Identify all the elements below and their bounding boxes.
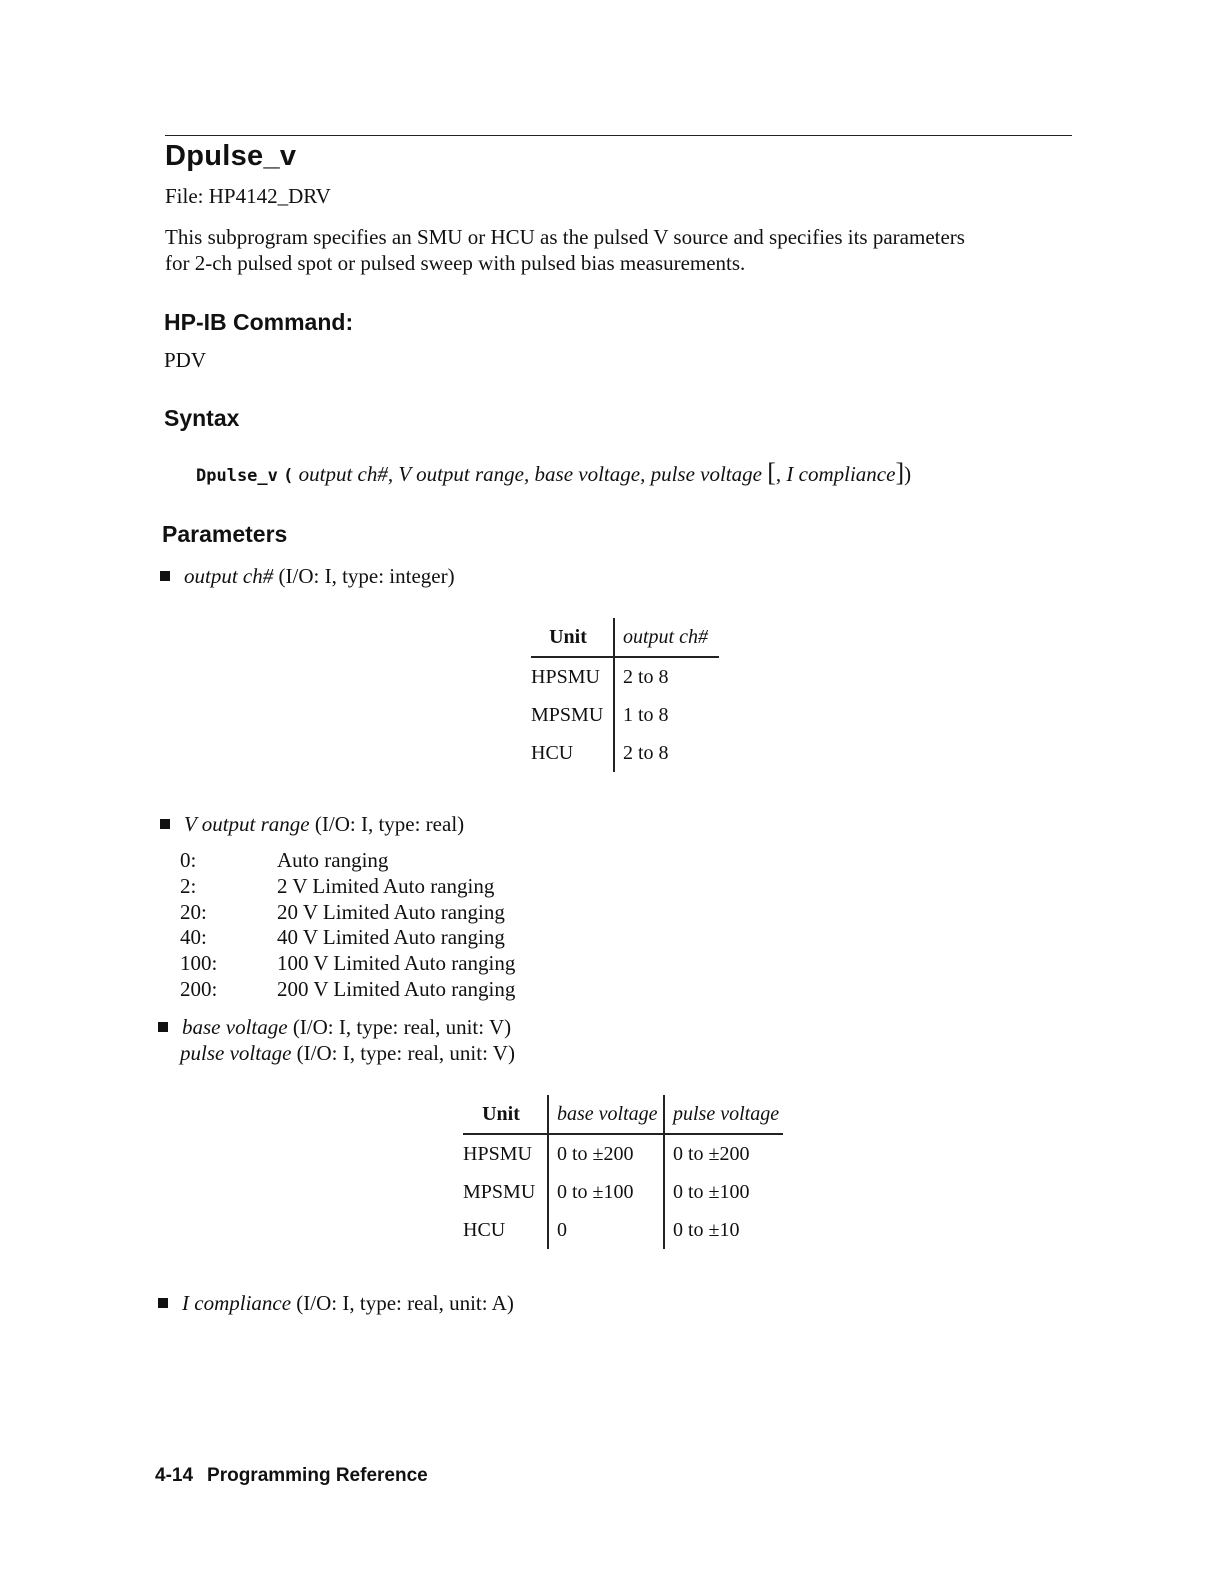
list-item: 100: 100 V Limited Auto ranging: [180, 951, 516, 976]
description: This subprogram specifies an SMU or HCU as the pulsed V source and specifies its parameters for 2-ch pulsed spot or pulsed sweep with pulsed bias measurements.: [165, 225, 965, 275]
param-name: pulse voltage: [180, 1041, 292, 1065]
syntax-arg-pulse-voltage: pulse voltage: [650, 462, 762, 486]
param-i-compliance: [158, 1290, 514, 1316]
table-row: [531, 657, 719, 696]
range-list: [180, 848, 515, 1003]
param-desc: (I/O: I, type: real, unit: V): [296, 1041, 515, 1065]
table-row: [531, 734, 719, 772]
table-cell: MPSMU: [463, 1180, 536, 1203]
file-line: File: HP4142_DRV: [165, 184, 331, 208]
table-cell: 1 to 8: [614, 696, 719, 734]
table-header: Unit: [531, 618, 614, 657]
param-base-voltage: [158, 1014, 511, 1040]
hpib-command: PDV: [164, 348, 207, 372]
table-row: [531, 696, 719, 734]
list-item: 20: 20 V Limited Auto ranging: [180, 899, 505, 924]
page-footer: [155, 1465, 428, 1487]
table-cell: HPSMU: [531, 665, 600, 688]
table-cell: 0 to ±100: [664, 1173, 783, 1211]
table-row: [463, 1173, 783, 1211]
section-name: Programming Reference: [207, 1465, 428, 1486]
syntax-optional-close: ]: [895, 458, 905, 487]
table-cell: 0 to ±100: [548, 1173, 664, 1211]
table-row: [463, 1134, 783, 1173]
param-name: V output range: [184, 812, 310, 836]
bullet-icon: [158, 1022, 168, 1032]
table-cell: 0 to ±10: [664, 1211, 783, 1249]
bullet-icon: [160, 571, 170, 581]
table-cell: 2 to 8: [614, 657, 719, 696]
bullet-icon: [158, 1298, 168, 1308]
table-header: Unit: [463, 1095, 548, 1134]
table-cell: 0 to ±200: [664, 1134, 783, 1173]
syntax-close-paren: ): [904, 462, 912, 486]
table-header: pulse voltage: [664, 1095, 783, 1134]
output-ch-table: [531, 618, 719, 772]
list-item: 2: 2 V Limited Auto ranging: [180, 873, 495, 898]
page-number: 4-14: [155, 1465, 194, 1486]
parameters-heading: Parameters: [162, 521, 288, 547]
param-name: I compliance: [182, 1291, 292, 1315]
param-v-output-range: [160, 811, 464, 837]
syntax-optional-comma: ,: [775, 462, 782, 486]
list-item: 200: 200 V Limited Auto ranging: [180, 976, 516, 1001]
syntax-func: Dpulse_v: [196, 466, 278, 486]
table-cell: 0 to ±200: [548, 1134, 664, 1173]
table-cell: HCU: [531, 741, 574, 764]
list-item: 0: Auto ranging: [180, 848, 389, 872]
page-title: Dpulse_v: [165, 140, 297, 172]
voltage-table: [463, 1095, 783, 1249]
table-cell: HCU: [463, 1218, 506, 1241]
syntax-arg-output-ch: output ch#,: [298, 462, 394, 486]
table-header: output ch#: [614, 618, 719, 657]
table-cell: HPSMU: [463, 1142, 532, 1165]
syntax-optional-open: [: [767, 458, 776, 487]
param-name: base voltage: [182, 1015, 288, 1039]
param-output-ch: [160, 563, 455, 589]
param-desc: (I/O: I, type: real): [314, 812, 465, 836]
table-cell: MPSMU: [531, 703, 604, 726]
table-row: [463, 1211, 783, 1249]
syntax-arg-v-output-range: V output range,: [398, 462, 530, 486]
table-cell: 2 to 8: [614, 734, 719, 772]
syntax-heading: Syntax: [164, 405, 240, 431]
syntax-arg-i-compliance: I compliance: [786, 462, 896, 486]
param-name: output ch#: [184, 564, 274, 588]
param-desc: (I/O: I, type: integer): [278, 564, 455, 588]
table-header: base voltage: [548, 1095, 664, 1134]
param-desc: (I/O: I, type: real, unit: A): [296, 1291, 514, 1315]
param-pulse-voltage: [180, 1040, 515, 1066]
hpib-heading: HP-IB Command:: [164, 309, 354, 335]
syntax-arg-base-voltage: base voltage,: [534, 462, 646, 486]
table-cell: 0: [548, 1211, 664, 1249]
bullet-icon: [160, 819, 170, 829]
syntax-line: [196, 458, 911, 488]
syntax-open-paren: (: [283, 466, 294, 486]
top-rule: [165, 135, 1072, 136]
param-desc: (I/O: I, type: real, unit: V): [292, 1015, 512, 1039]
list-item: 40: 40 V Limited Auto ranging: [180, 925, 505, 950]
